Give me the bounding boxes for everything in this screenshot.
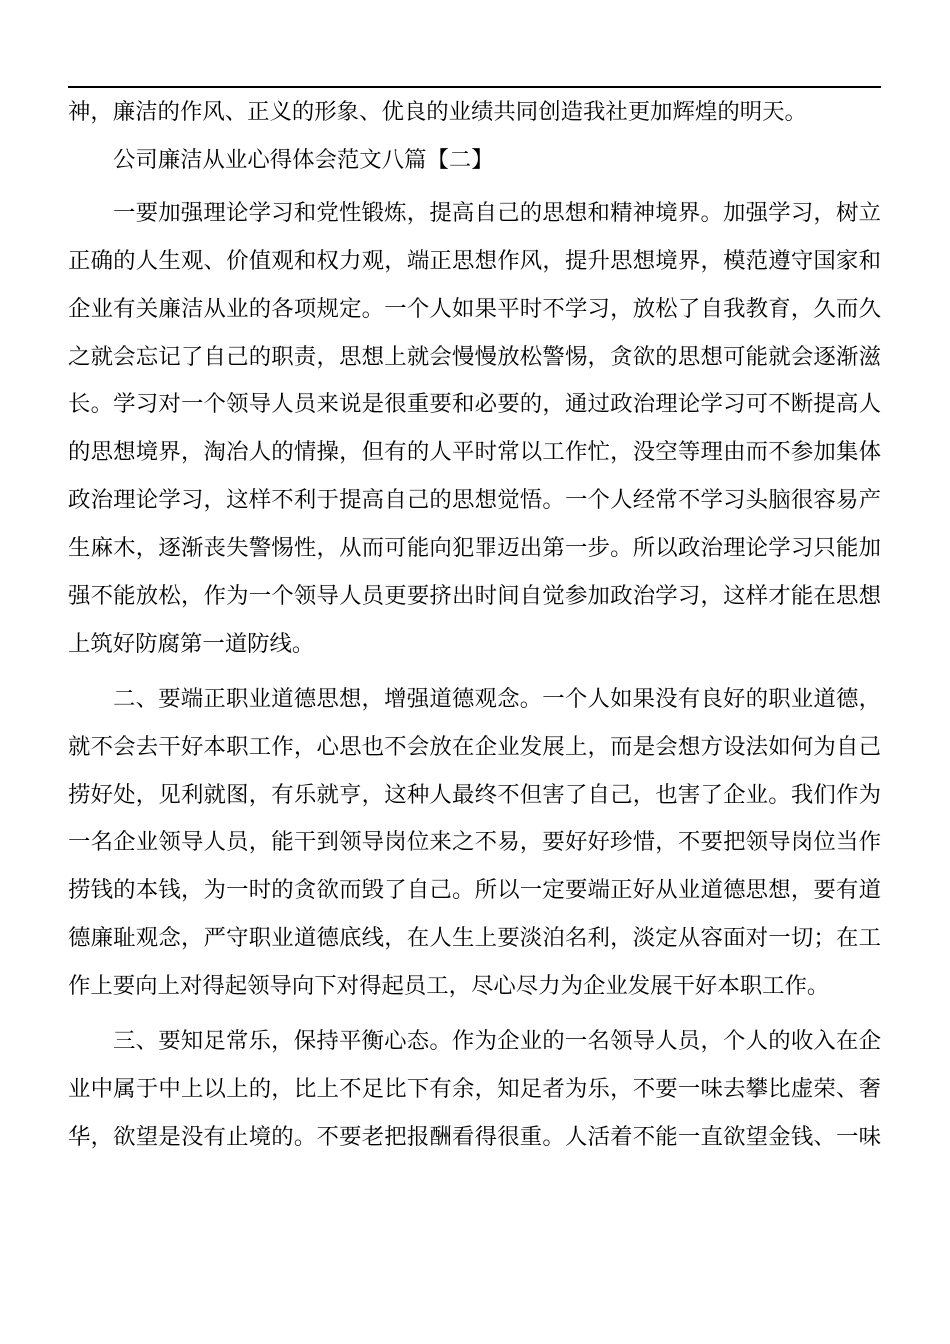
text-line: 的思想境界，淘冶人的情操，但有的人平时常以工作忙，没空等理由而不参加集体	[68, 439, 881, 465]
text-line: 就不会去干好本职工作，心思也不会放在企业发展上，而是会想方设法如何为自己	[68, 734, 881, 760]
text-line: 一名企业领导人员，能干到领导岗位来之不易，要好好珍惜，不要把领导岗位当作	[68, 829, 881, 855]
text-line: 二、要端正职业道德思想，增强道德观念。一个人如果没有良好的职业道德，	[113, 686, 881, 712]
text-line: 强不能放松，作为一个领导人员更要挤出时间自觉参加政治学习，这样才能在思想	[68, 583, 881, 609]
text-line: 德廉耻观念，严守职业道德底线，在人生上要淡泊名利，淡定从容面对一切；在工	[68, 925, 881, 951]
text-line: 生麻木，逐渐丧失警惕性，从而可能向犯罪迈出第一步。所以政治理论学习只能加	[68, 535, 881, 561]
text-line: 神，廉洁的作风、正义的形象、优良的业绩共同创造我社更加辉煌的明天。	[68, 99, 807, 125]
text-line: 之就会忘记了自己的职责，思想上就会慢慢放松警惕，贪欲的思想可能就会逐渐滋	[68, 344, 881, 370]
text-line: 一要加强理论学习和党性锻炼，提高自己的思想和精神境界。加强学习，树立	[113, 200, 881, 226]
text-line: 华，欲望是没有止境的。不要老把报酬看得很重。人活着不能一直欲望金钱、一味	[68, 1124, 881, 1150]
text-line: 正确的人生观、价值观和权力观，端正思想作风，提升思想境界，模范遵守国家和	[68, 248, 881, 274]
text-line: 上筑好防腐第一道防线。	[68, 631, 315, 657]
text-line: 企业有关廉洁从业的各项规定。一个人如果平时不学习，放松了自我教育，久而久	[68, 296, 881, 322]
text-line: 政治理论学习，这样不利于提高自己的思想觉悟。一个人经常不学习头脑很容易产	[68, 487, 881, 513]
section-heading: 公司廉洁从业心得体会范文八篇【二】	[113, 147, 494, 173]
text-line: 三、要知足常乐，保持平衡心态。作为企业的一名领导人员，个人的收入在企	[113, 1028, 881, 1054]
text-line: 作上要向上对得起领导向下对得起员工，尽心尽力为企业发展干好本职工作。	[68, 973, 830, 999]
text-line: 捞钱的本钱，为一时的贪欲而毁了自己。所以一定要端正好从业道德思想，要有道	[68, 877, 881, 903]
text-line: 捞好处，见利就图，有乐就亨，这种人最终不但害了自己，也害了企业。我们作为	[68, 782, 881, 808]
text-line: 业中属于中上以上的，比上不足比下有余，知足者为乐，不要一味去攀比虚荣、奢	[68, 1076, 881, 1102]
text-line: 长。学习对一个领导人员来说是很重要和必要的，通过政治理论学习可不断提高人	[68, 391, 881, 417]
header-rule	[68, 86, 881, 88]
